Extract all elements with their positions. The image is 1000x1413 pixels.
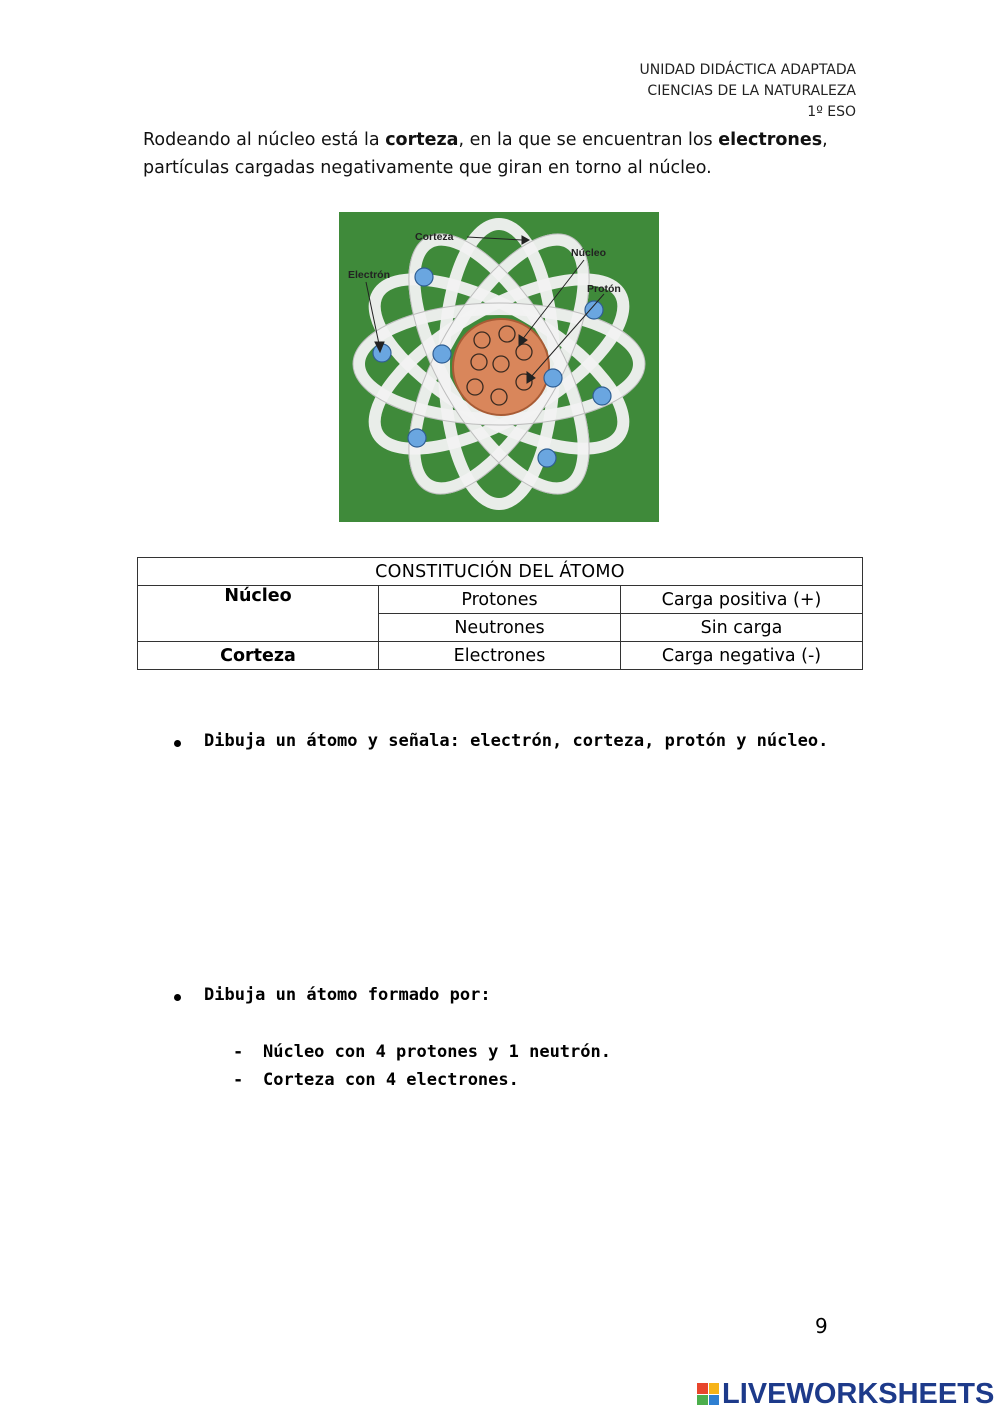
task-2-sub-2: Corteza con 4 electrones. — [263, 1070, 519, 1090]
atom-illustration — [339, 212, 659, 522]
atom-constitution-table — [137, 557, 863, 670]
label-electron: Electrón — [348, 269, 391, 281]
table-cell-particle: Protones — [379, 586, 621, 614]
intro-paragraph — [143, 126, 858, 182]
liveworksheets-mark-icon — [697, 1383, 719, 1405]
table-cell-charge: Carga positiva (+) — [621, 586, 863, 614]
table-cell-part: Corteza — [138, 642, 379, 670]
bullet-icon — [174, 994, 181, 1001]
table-title: CONSTITUCIÓN DEL ÁTOMO — [138, 558, 863, 586]
liveworksheets-logo — [697, 1378, 994, 1410]
nucleus — [453, 319, 549, 415]
intro-bold-corteza: corteza — [385, 130, 459, 150]
table-cell-particle: Electrones — [379, 642, 621, 670]
table-cell-part: Núcleo — [138, 586, 379, 642]
intro-bold-electrones: electrones — [718, 130, 823, 150]
label-nucleo: Núcleo — [571, 247, 607, 259]
dash-marker: - — [233, 1070, 244, 1090]
task-1-text: Dibuja un átomo y señala: electrón, corteza, protón y núcleo. — [204, 731, 829, 751]
intro-text-1: Rodeando al núcleo está la — [143, 130, 386, 150]
header-subject: CIENCIAS DE LA NATURALEZA — [647, 83, 856, 99]
table-cell-charge: Sin carga — [621, 614, 863, 642]
document-header — [639, 60, 856, 123]
label-proton: Protón — [587, 283, 621, 295]
table-cell-particle: Neutrones — [379, 614, 621, 642]
intro-text-3: , partículas cargadas negativamente que giran en torno al núcleo. — [143, 130, 828, 178]
dash-marker: - — [233, 1042, 244, 1062]
table-cell-charge: Carga negativa (-) — [621, 642, 863, 670]
header-level: 1º ESO — [807, 104, 856, 120]
brand-name: LIVEWORKSHEETS — [722, 1377, 995, 1410]
page-number: 9 — [815, 1314, 828, 1338]
label-corteza: Corteza — [415, 231, 454, 243]
bullet-icon — [174, 740, 181, 747]
intro-text-2: , en la que se encuentran los — [458, 130, 719, 150]
task-2-sub-1: Núcleo con 4 protones y 1 neutrón. — [263, 1042, 611, 1062]
task-2-text: Dibuja un átomo formado por: — [204, 985, 491, 1005]
header-unit: UNIDAD DIDÁCTICA ADAPTADA — [639, 62, 856, 78]
